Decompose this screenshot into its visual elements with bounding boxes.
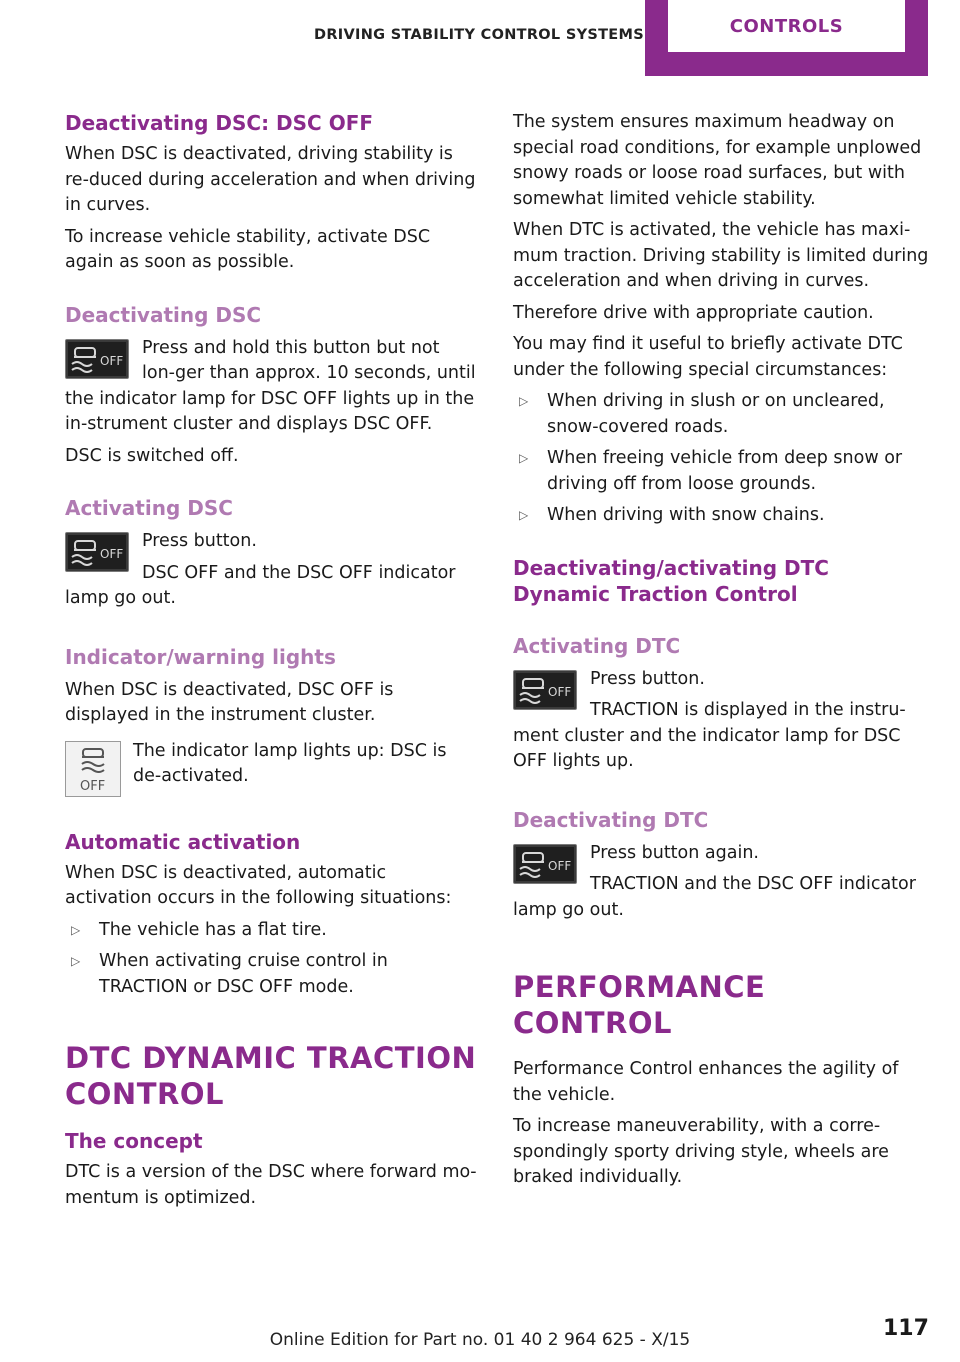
dsc-off-button-icon [513,670,577,710]
button-off-label: OFF [548,684,572,699]
paragraph: Press button. [142,531,257,551]
lamp-off-label: OFF [80,778,106,794]
bullet-triangle-icon: ▷ [71,954,81,968]
dsc-off-button-icon [65,532,129,572]
paragraph: Therefore drive with appropriate caution. [513,302,874,323]
chapter-tab [645,0,928,76]
button-off-label: OFF [100,547,124,561]
right-column [513,110,931,1197]
list-item: ▷ When freeing vehicle from deep snow or driving off from loose grounds. [519,448,903,494]
footer-edition: Online Edition for Part no. 01 40 2 964 625 - X/15 [269,1330,691,1350]
paragraph: TRACTION is displayed in the instru‐ment cluster and the indicator lamp for DSC OFF lights up. [513,700,906,771]
list-item: ▷ When activating cruise control in TRACTION or DSC OFF mode. [71,951,388,997]
heading-deactivating-dtc: Deactivating DTC [513,807,709,832]
chapter-title: CONTROLS [729,15,844,37]
heading-deactivating-activating-dtc: Deactivating/activating DTC Dynamic Traction Control [513,555,829,606]
paragraph: DTC is a version of the DSC where forward mo‐mentum is optimized. [65,1162,477,1208]
list-item: ▷ When driving with snow chains. [513,503,931,529]
bullet-triangle-icon: ▷ [519,508,529,522]
paragraph: The system ensures maximum headway on special road conditions, for example unplowed snowy roads or loose road surfaces, but with somewhat limited vehicle stability. [513,112,922,209]
paragraph: Press button again. [590,842,759,863]
paragraph: Press button. [590,668,705,689]
heading-deactivating-dsc: Deactivating DSC [65,302,262,327]
paragraph: DSC is switched off. [65,445,239,466]
heading-dtc: DTC DYNAMIC TRACTION CONTROL [65,1041,477,1111]
paragraph: Performance Control enhances the agility of the vehicle. [513,1059,899,1105]
paragraph: To increase maneuverability, with a corre‐spondingly sporty driving style, wheels are braked individually. [513,1116,889,1187]
heading-deactivating-dsc-off: Deactivating DSC: DSC OFF [65,111,374,135]
paragraph: DSC OFF and the DSC OFF indicator lamp go out. [65,562,456,608]
bullet-triangle-icon: ▷ [519,394,529,408]
heading-indicator-lights: Indicator/warning lights [65,644,336,669]
dsc-off-indicator-lamp-icon [65,741,121,797]
left-column [65,110,477,1217]
paragraph: Press and hold this button but not lon‐ger than approx. 10 seconds, until the indicator lamp for DSC OFF lights up in the in‐strument cluster and displays DSC OFF. [65,337,476,434]
bullet-triangle-icon: ▷ [71,922,81,937]
paragraph: When DTC is activated, the vehicle has maxi‐mum traction. Driving stability is limited during acceleration and when driving in curves. [513,220,929,291]
heading-performance-control: PERFORMANCE CONTROL [513,970,766,1040]
paragraph: When DSC is deactivated, automatic activation occurs in the following situations: [65,862,452,908]
page-number: 117 [883,1316,929,1341]
button-off-label: OFF [548,858,572,873]
page-header [0,0,960,80]
heading-activating-dtc: Activating DTC [513,633,681,658]
paragraph: When DSC is deactivated, driving stability is re‐duced during acceleration and when driving in curves. [65,144,476,215]
circumstances-list [513,389,931,529]
heading-automatic-activation: Automatic activation [65,829,301,854]
list-item: ▷ The vehicle has a flat tire. [65,918,477,944]
paragraph: To increase vehicle stability, activate DSC again as soon as possible. [65,226,431,272]
dsc-off-button-icon [65,339,129,379]
heading-the-concept: The concept [65,1129,203,1153]
section-title: DRIVING STABILITY CONTROL SYSTEMS [314,27,644,43]
situations-list [65,918,477,1001]
paragraph: When DSC is deactivated, DSC OFF is displayed in the instrument cluster. [65,679,394,725]
button-off-label: OFF [100,353,124,368]
paragraph: TRACTION and the DSC OFF indicator lamp go out. [513,874,916,920]
paragraph: The indicator lamp lights up: DSC is de‐activated. [133,740,447,786]
dsc-off-button-icon [513,844,577,884]
heading-activating-dsc: Activating DSC [65,496,233,520]
bullet-triangle-icon: ▷ [519,451,529,465]
paragraph: You may find it useful to briefly activate DTC under the following special circumstances: [513,334,903,380]
list-item: ▷ When driving in slush or on uncleared, snow-covered roads. [519,391,885,437]
